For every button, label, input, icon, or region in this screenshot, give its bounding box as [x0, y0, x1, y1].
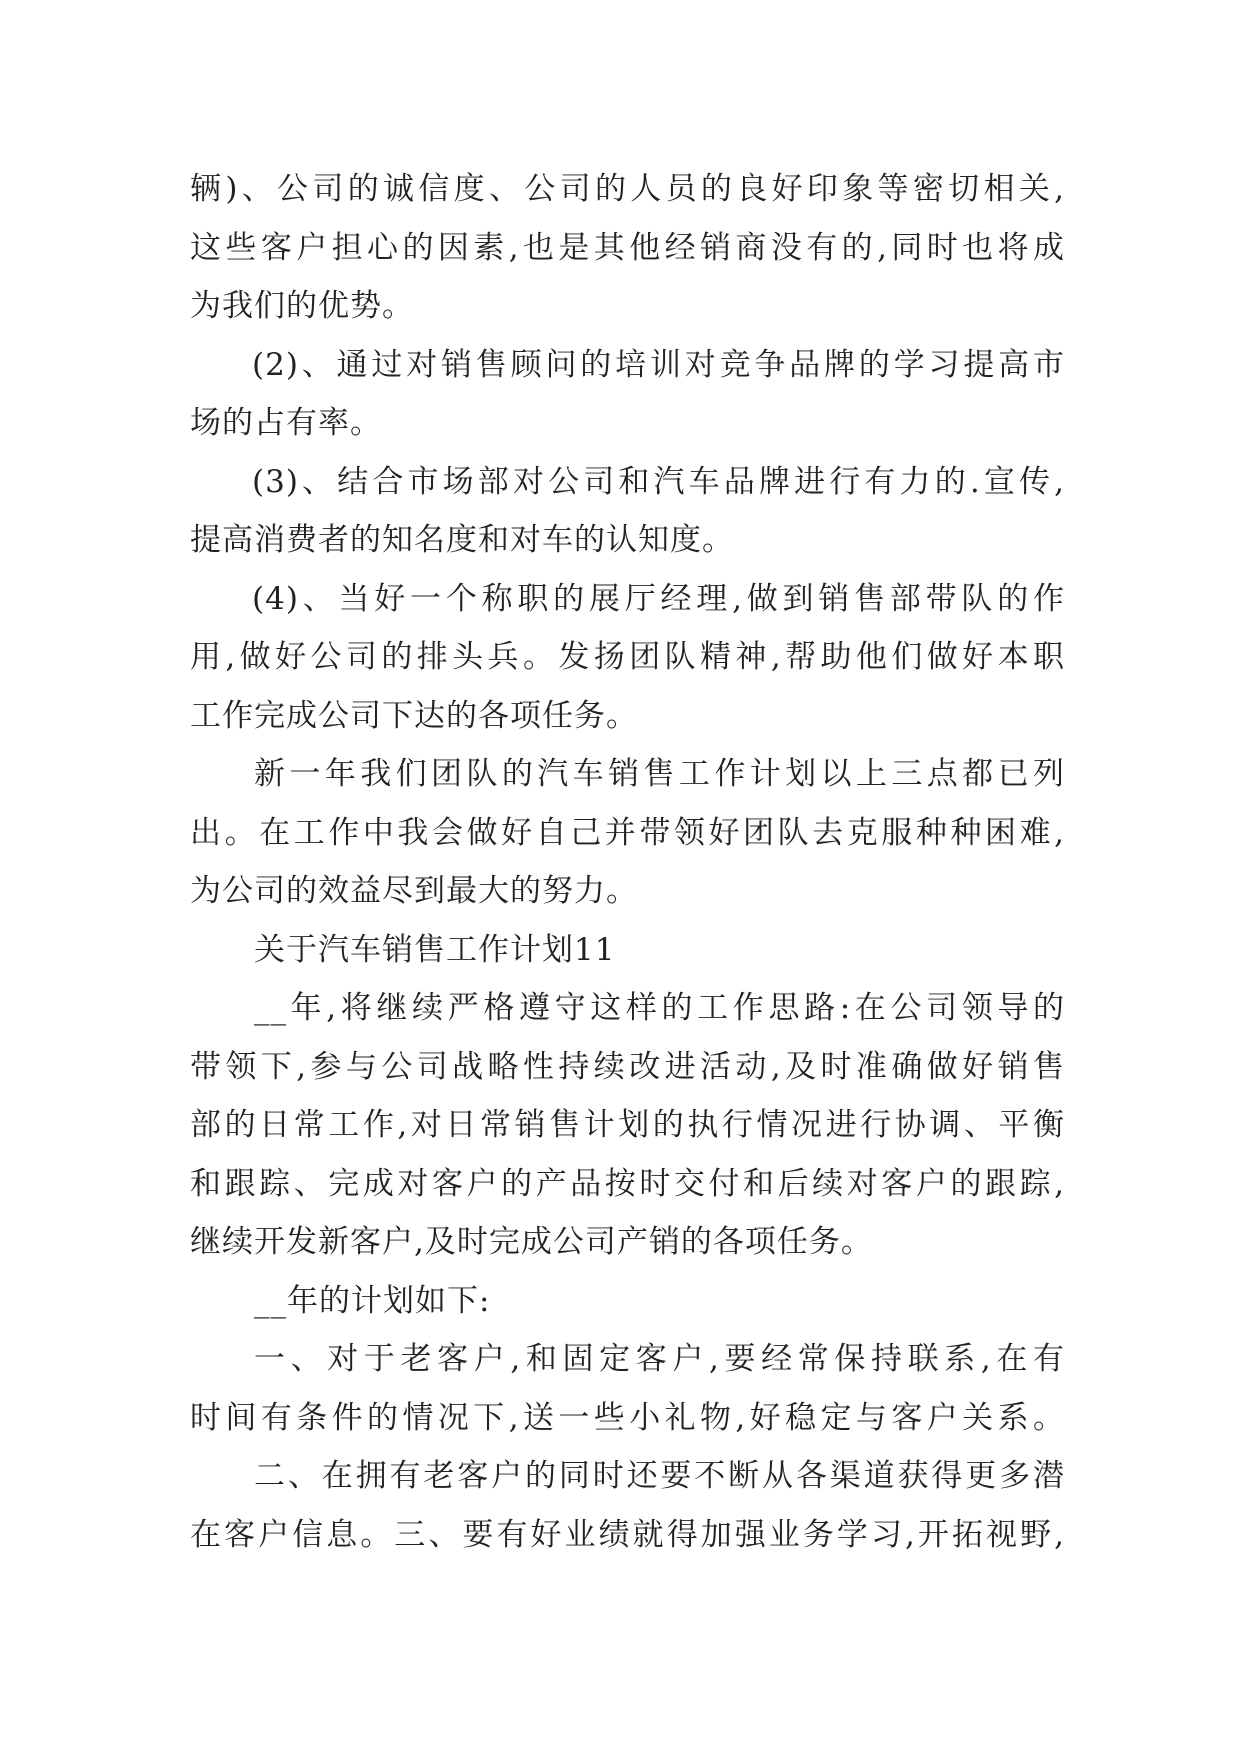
- text-line: 这些客户担心的因素,也是其他经销商没有的,同时也将成: [190, 229, 1065, 266]
- text-line: (3)、结合市场部对公司和汽车品牌进行有力的.宣传,: [252, 463, 1065, 500]
- text-line: 场的占有率。: [190, 405, 382, 441]
- text-line: (4)、当好一个称职的展厅经理,做到销售部带队的作: [252, 580, 1065, 617]
- text-line: 在客户信息。三、要有好业绩就得加强业务学习,开拓视野,: [190, 1516, 1065, 1553]
- text-line: 辆)、公司的诚信度、公司的人员的良好印象等密切相关,: [190, 171, 1065, 207]
- text-line: 出。在工作中我会做好自己并带领好团队去克服种种困难,: [190, 814, 1065, 851]
- text-line: (2)、通过对销售顾问的培训对竞争品牌的学习提高市: [252, 346, 1065, 383]
- text-line: 时间有条件的情况下,送一些小礼物,好稳定与客户关系。: [190, 1399, 1065, 1436]
- text-line: 一、对于老客户,和固定客户,要经常保持联系,在有: [254, 1341, 1065, 1377]
- text-line: 和跟踪、完成对客户的产品按时交付和后续对客户的跟踪,: [190, 1165, 1065, 1202]
- text-line: 部的日常工作,对日常销售计划的执行情况进行协调、平衡: [190, 1107, 1065, 1143]
- text-line: 为我们的优势。: [190, 288, 414, 324]
- text-line: 工作完成公司下达的各项任务。: [190, 697, 638, 734]
- document-page: [190, 160, 1065, 1564]
- text-line: __年的计划如下:: [254, 1282, 491, 1319]
- text-line: 带领下,参与公司战略性持续改进活动,及时准确做好销售: [190, 1048, 1065, 1085]
- text-line: 继续开发新客户,及时完成公司产销的各项任务。: [190, 1224, 873, 1260]
- text-line: 提高消费者的知名度和对车的认知度。: [190, 522, 734, 558]
- text-line: 为公司的效益尽到最大的努力。: [190, 873, 638, 909]
- section-title: 关于汽车销售工作计划11: [254, 931, 616, 968]
- text-line: __年,将继续严格遵守这样的工作思路:在公司领导的: [254, 990, 1065, 1026]
- text-line: 用,做好公司的排头兵。发扬团队精神,帮助他们做好本职: [190, 639, 1065, 675]
- text-line: 新一年我们团队的汽车销售工作计划以上三点都已列: [254, 756, 1065, 792]
- text-line: 二、在拥有老客户的同时还要不断从各渠道获得更多潜: [254, 1458, 1065, 1494]
